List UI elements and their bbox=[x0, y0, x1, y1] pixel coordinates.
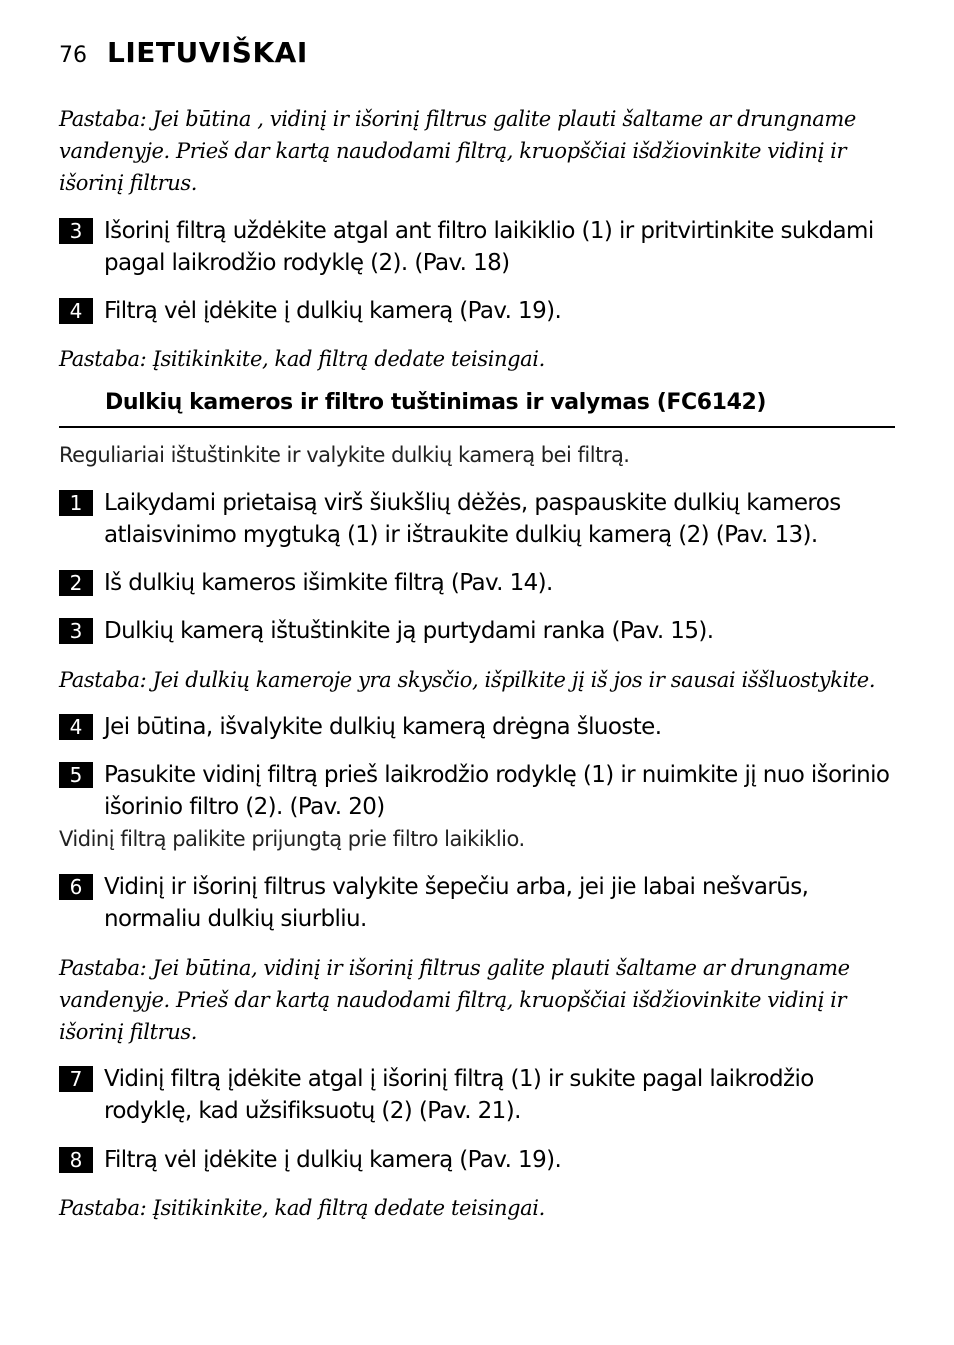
step-text: Dulkių kamerą ištuštinkite ją purtydami ranka (Pav. 15). bbox=[104, 618, 714, 644]
step-2-remove-filter bbox=[59, 567, 899, 599]
note-filter-correct: Pastaba: Įsitikinkite, kad filtrą dedate teisingai. bbox=[59, 347, 545, 371]
step-text: Vidinį ir išorinį filtrus valykite šepečiu arba, jei jie labai nešvarūs, normaliu dulkių siurbliu. bbox=[104, 874, 809, 932]
step-text: Išorinį filtrą uždėkite atgal ant filtro laikiklio (1) ir pritvirtinkite sukdami pagal laikrodžio rodyklę (2). (Pav. 18) bbox=[104, 218, 874, 276]
step-6-clean-filters bbox=[59, 871, 899, 935]
step-5-rotate-inner-filter bbox=[59, 759, 899, 823]
section-heading-text: Dulkių kameros ir filtro tuštinimas ir valymas (FC6142) bbox=[105, 390, 767, 415]
step-number-badge: 5 bbox=[59, 762, 93, 788]
step-8-insert-filter bbox=[59, 1144, 899, 1176]
step-number-badge: 3 bbox=[59, 218, 93, 244]
section-heading bbox=[59, 388, 895, 428]
step-number-badge: 2 bbox=[59, 570, 93, 596]
step-number-badge: 8 bbox=[59, 1147, 93, 1173]
page-header bbox=[59, 36, 308, 69]
step-3-reattach-outer-filter bbox=[59, 215, 899, 279]
step-text: Filtrą vėl įdėkite į dulkių kamerą (Pav. 19). bbox=[104, 298, 562, 324]
step-number-badge: 4 bbox=[59, 714, 93, 740]
step-4-insert-filter bbox=[59, 295, 899, 327]
step-4-clean-chamber bbox=[59, 711, 899, 743]
step-text: Iš dulkių kameros išimkite filtrą (Pav. 14). bbox=[104, 570, 553, 596]
step-text: Pasukite vidinį filtrą prieš laikrodžio rodyklę (1) ir nuimkite jį nuo išorinio išorinio filtro (2). (Pav. 20) bbox=[104, 762, 890, 820]
step-text: Filtrą vėl įdėkite į dulkių kamerą (Pav. 19). bbox=[104, 1147, 562, 1173]
page-number: 76 bbox=[59, 43, 87, 68]
step-1-remove-dust-chamber bbox=[59, 487, 899, 551]
step-text: Laikydami prietaisą virš šiukšlių dėžės, paspauskite dulkių kameros atlaisvinimo mygtuką (1) ir ištraukite dulkių kamerą (2) (Pav. 13). bbox=[104, 490, 841, 548]
note-liquid-in-chamber: Pastaba: Jei dulkių kameroje yra skysčio, išpilkite jį iš jos ir sausai iššluostykite. bbox=[59, 668, 876, 692]
step-number-badge: 3 bbox=[59, 618, 93, 644]
step-7-reinsert-inner-filter bbox=[59, 1063, 899, 1127]
note-wash-filters-2: Pastaba: Jei būtina, vidinį ir išorinį filtrus galite plauti šaltame ar drungname vandenyje. Prieš dar kartą naudodami filtrą, kruopščiai išdžiovinkite vidinį ir išorinį filtrus. bbox=[59, 956, 850, 1044]
step-number-badge: 1 bbox=[59, 490, 93, 516]
step-3-empty-chamber bbox=[59, 615, 899, 647]
section-intro: Reguliariai ištuštinkite ir valykite dulkių kamerą bei filtrą. bbox=[59, 443, 630, 467]
step-5-subtext: Vidinį filtrą palikite prijungtą prie filtro laikiklio. bbox=[59, 827, 525, 851]
step-text: Jei būtina, išvalykite dulkių kamerą drėgna šluoste. bbox=[104, 714, 662, 740]
step-number-badge: 4 bbox=[59, 298, 93, 324]
step-number-badge: 7 bbox=[59, 1066, 93, 1092]
step-number-badge: 6 bbox=[59, 874, 93, 900]
language-title: LIETUVIŠKAI bbox=[107, 36, 308, 69]
step-text: Vidinį filtrą įdėkite atgal į išorinį filtrą (1) ir sukite pagal laikrodžio rodyklę, kad užsifiksuotų (2) (Pav. 21). bbox=[104, 1066, 814, 1124]
note-wash-filters: Pastaba: Jei būtina , vidinį ir išorinį filtrus galite plauti šaltame ar drungname vandenyje. Prieš dar kartą naudodami filtrą, kruopščiai išdžiovinkite vidinį ir išorinį filtrus. bbox=[59, 107, 856, 195]
note-filter-correct-2: Pastaba: Įsitikinkite, kad filtrą dedate teisingai. bbox=[59, 1196, 545, 1220]
